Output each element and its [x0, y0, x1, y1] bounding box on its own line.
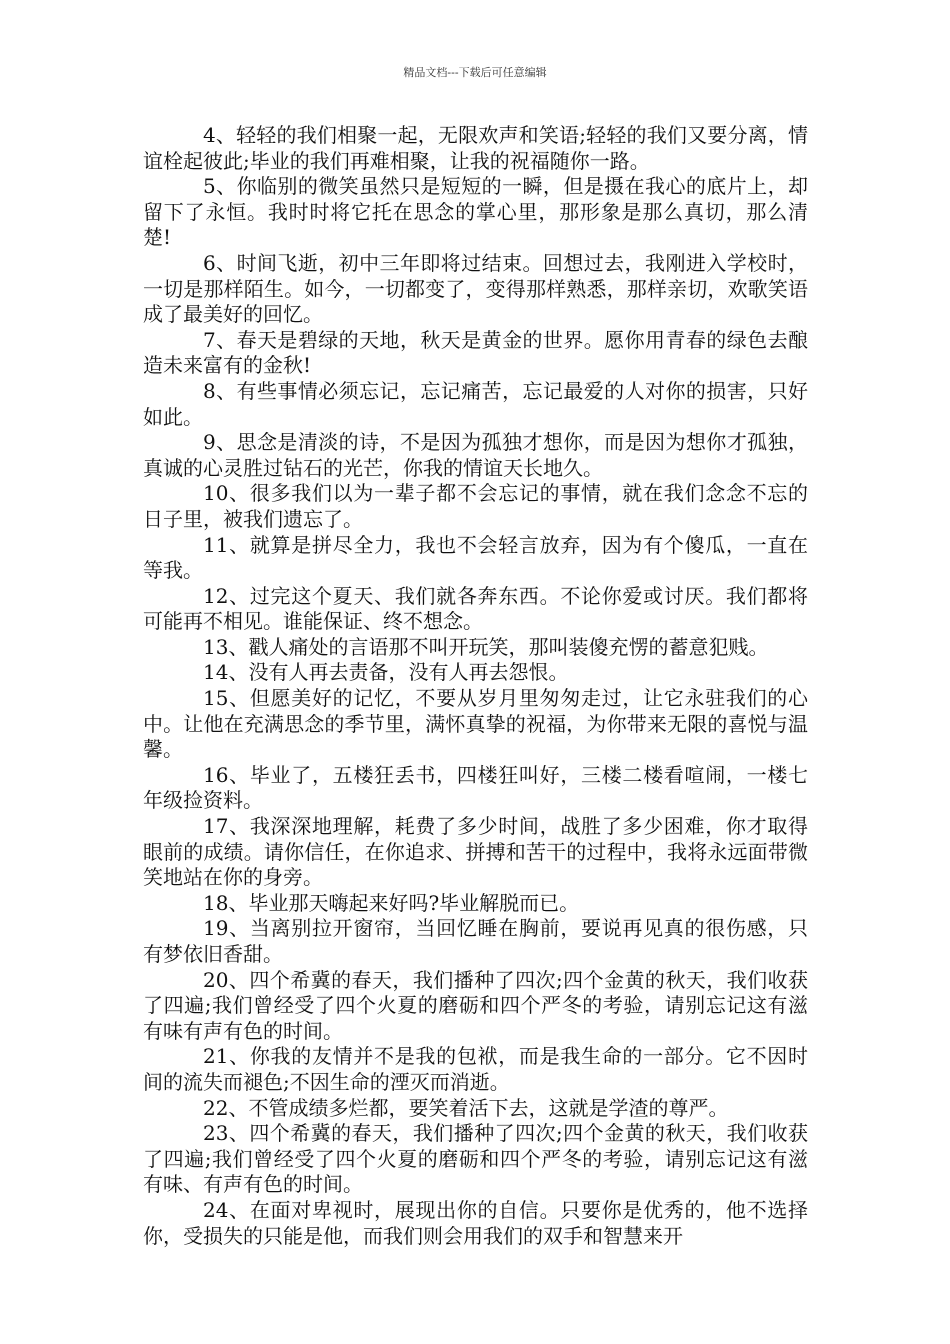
paragraph-14: 14、没有人再去责备，没有人再去怨恨。 [203, 660, 569, 685]
paragraph-4: 4、轻轻的我们相聚一起，无限欢声和笑语;轻轻的我们又要分离，情谊栓起彼此;毕业的我们再难相聚，让我的祝福随你一路。 [143, 123, 808, 173]
paragraph-16: 16、毕业了，五楼狂丢书，四楼狂叫好，三楼二楼看喧闹，一楼七年级捡资料。 [143, 762, 808, 813]
paragraph-6: 6、时间飞逝，初中三年即将过结束。回想过去，我刚进入学校时，一切是那样陌生。如今，一切都变了，变得那样熟悉，那样亲切，欢歌笑语成了最美好的回忆。 [143, 250, 808, 327]
paragraph-23: 23、四个希冀的春天，我们播种了四次;四个金黄的秋天，我们收获了四遍;我们曾经受了四个火夏的磨砺和四个严冬的考验，请别忘记这有滋有味、有声有色的时间。 [143, 1121, 808, 1197]
paragraph-12: 12、过完这个夏天、我们就各奔东西。不论你爱或讨厌。我们都将可能再不相见。谁能保证、终不想念。 [143, 583, 808, 634]
paragraph-9: 9、思念是清淡的诗，不是因为孤独才想你，而是因为想你才孤独，真诚的心灵胜过钻石的光芒，你我的情谊天长地久。 [143, 430, 808, 480]
paragraph-5: 5、你临别的微笑虽然只是短短的一瞬，但是摄在我心的底片上，却留下了永恒。我时时将它托在思念的掌心里，那形象是那么真切，那么清楚! [143, 174, 808, 250]
paragraph-8: 8、有些事情必须忘记，忘记痛苦，忘记最爱的人对你的损害，只好如此。 [143, 378, 808, 429]
document-body [143, 123, 808, 1249]
paragraph-24: 24、在面对卑视时，展现出你的自信。只要你是优秀的，他不选择你，受损失的只能是他，而我们则会用我们的双手和智慧来开 [143, 1197, 808, 1248]
page-header: 精品文档---下载后可任意编辑 [403, 66, 547, 79]
paragraph-7: 7、春天是碧绿的天地，秋天是黄金的世界。愿你用青春的绿色去酿造未来富有的金秋! [143, 327, 808, 378]
paragraph-22: 22、不管成绩多烂都，要笑着活下去，这就是学渣的尊严。 [203, 1095, 729, 1120]
paragraph-10: 10、很多我们以为一辈子都不会忘记的事情，就在我们念念不忘的日子里，被我们遗忘了。 [143, 481, 808, 531]
paragraph-17: 17、我深深地理解，耗费了多少时间，战胜了多少困难，你才取得眼前的成绩。请你信任，在你追求、拼搏和苦干的过程中，我将永远面带微笑地站在你的身旁。 [143, 814, 808, 890]
paragraph-19: 19、当离别拉开窗帘，当回忆睡在胸前，要说再见真的很伤感，只有梦依旧香甜。 [143, 916, 808, 966]
paragraph-18: 18、毕业那天嗨起来好吗?毕业解脱而已。 [203, 890, 580, 915]
paragraph-13: 13、戳人痛处的言语那不叫开玩笑，那叫装傻充愣的蓄意犯贱。 [203, 634, 769, 659]
paragraph-11: 11、就算是拼尽全力，我也不会轻言放弃，因为有个傻瓜，一直在等我。 [143, 532, 808, 583]
paragraph-20: 20、四个希冀的春天，我们播种了四次;四个金黄的秋天，我们收获了四遍;我们曾经受了四个火夏的磨砺和四个严冬的考验，请别忘记这有滋有味有声有色的时间。 [143, 967, 808, 1043]
paragraph-21: 21、你我的友情并不是我的包袱，而是我生命的一部分。它不因时间的流失而褪色;不因生命的湮灭而消逝。 [143, 1044, 808, 1094]
paragraph-15: 15、但愿美好的记忆，不要从岁月里匆匆走过，让它永驻我们的心中。让他在充满思念的季节里，满怀真挚的祝福，为你带来无限的喜悦与温馨。 [143, 686, 808, 762]
